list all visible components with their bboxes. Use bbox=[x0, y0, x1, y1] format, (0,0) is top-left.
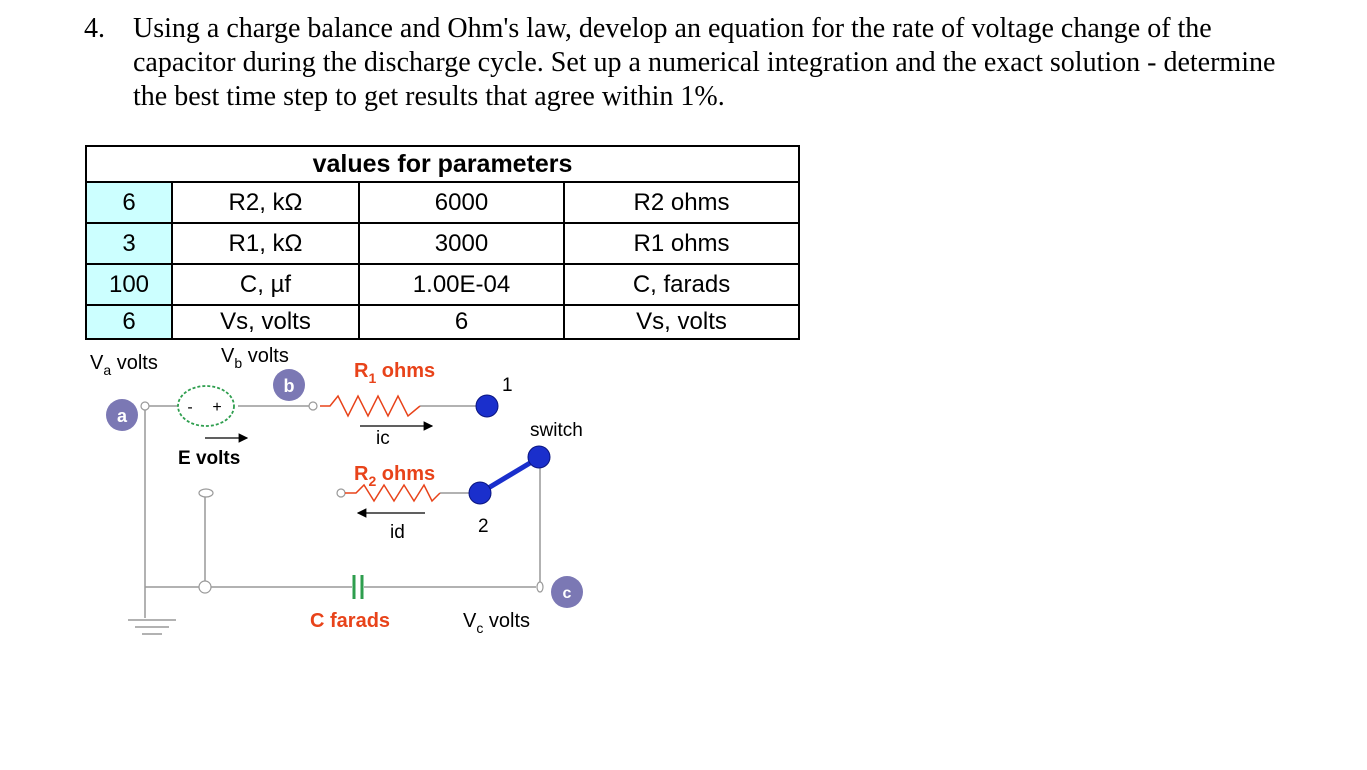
table-row bbox=[86, 305, 799, 339]
position-1-label: 1 bbox=[502, 375, 513, 396]
param-cell: C, µf bbox=[172, 264, 359, 305]
r1-resistor-icon bbox=[320, 396, 420, 416]
unit-cell: Vs, volts bbox=[564, 305, 799, 339]
value-cell: 6000 bbox=[359, 182, 564, 223]
input-cell[interactable]: 6 bbox=[86, 305, 172, 339]
node-b-letter: b bbox=[283, 376, 295, 396]
problem-line-1: Using a charge balance and Ohm's law, develop an equation for the rate of voltage change of the bbox=[133, 13, 1212, 44]
source-minus: - bbox=[187, 399, 193, 416]
switch-contact-2-icon[interactable] bbox=[469, 482, 491, 504]
r2-resistor-icon bbox=[345, 485, 440, 501]
node-c-letter: c bbox=[562, 585, 572, 602]
vc-label: $V_c$ volts bbox=[463, 610, 531, 636]
unit-cell: R1 ohms bbox=[564, 223, 799, 264]
circuit-diagram bbox=[0, 340, 700, 660]
capacitor-icon bbox=[354, 575, 362, 599]
param-cell: R2, kΩ bbox=[172, 182, 359, 223]
e-label: E volts bbox=[178, 448, 241, 469]
table-row bbox=[86, 182, 799, 223]
switch-contact-1-icon[interactable] bbox=[476, 395, 498, 417]
value-cell: 6 bbox=[359, 305, 564, 339]
input-cell[interactable]: 6 bbox=[86, 182, 172, 223]
problem-line-2: capacitor during the discharge cycle. Set up a numerical integration and the exact solution - determine bbox=[133, 47, 1276, 78]
table-row bbox=[86, 264, 799, 305]
source-plus: + bbox=[212, 399, 222, 416]
input-cell[interactable]: 100 bbox=[86, 264, 172, 305]
table-title: values for parameters bbox=[86, 146, 799, 182]
switch-label: switch bbox=[530, 420, 583, 441]
input-cell[interactable]: 3 bbox=[86, 223, 172, 264]
id-label: id bbox=[390, 522, 405, 543]
capacitor-label: C farads bbox=[310, 610, 391, 632]
node-a-letter: a bbox=[116, 406, 128, 426]
vb-label: $V_b$ volts bbox=[221, 345, 289, 371]
ic-label: ic bbox=[376, 428, 390, 449]
problem-number: 4. bbox=[84, 13, 105, 44]
parameters-table bbox=[85, 145, 800, 340]
r2-label: $R_2$ ohms bbox=[354, 463, 436, 489]
table-row bbox=[86, 223, 799, 264]
param-cell: R1, kΩ bbox=[172, 223, 359, 264]
unit-cell: R2 ohms bbox=[564, 182, 799, 223]
problem-statement bbox=[0, 0, 1367, 130]
value-cell: 1.00E-04 bbox=[359, 264, 564, 305]
param-cell: Vs, volts bbox=[172, 305, 359, 339]
value-cell: 3000 bbox=[359, 223, 564, 264]
switch-pivot-icon[interactable] bbox=[528, 446, 550, 468]
r1-label: $R_1$ ohms bbox=[354, 360, 436, 386]
problem-line-3: the best time step to get results that agree within 1%. bbox=[133, 81, 725, 112]
unit-cell: C, farads bbox=[564, 264, 799, 305]
va-label: $V_a$ volts bbox=[90, 352, 158, 378]
position-2-label: 2 bbox=[478, 516, 489, 537]
